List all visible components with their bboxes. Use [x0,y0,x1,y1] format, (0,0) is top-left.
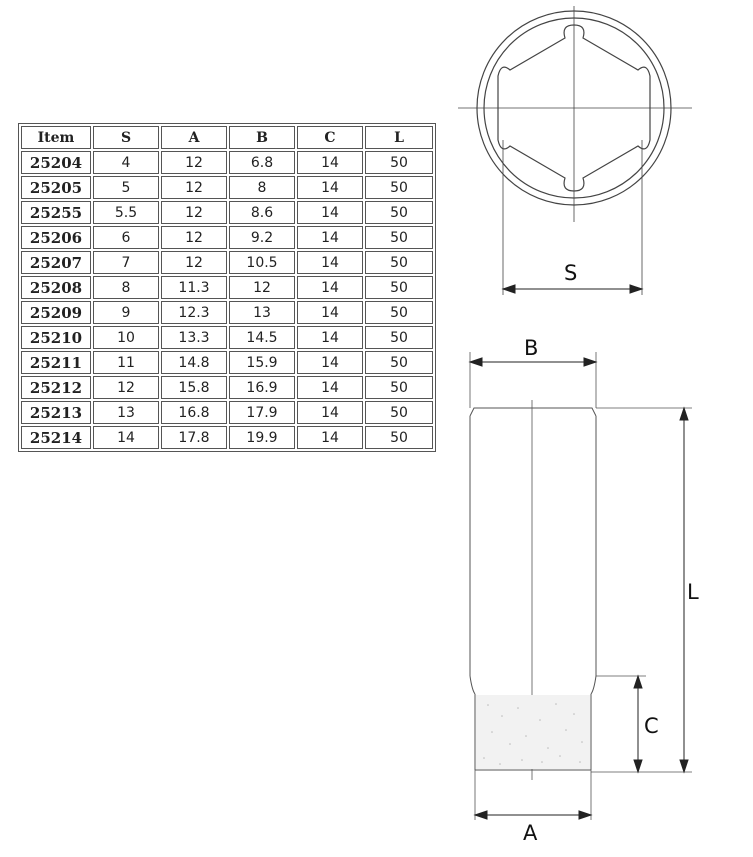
dimension-cell: 11.3 [161,276,227,299]
dimension-cell: 14 [297,251,363,274]
table-row [21,151,433,174]
dimension-cell: 14 [297,351,363,374]
dimension-cell: 14 [297,176,363,199]
dimension-cell: 12 [161,226,227,249]
table-header-row [21,126,433,149]
table-row [21,276,433,299]
dimension-cell: 9 [93,301,159,324]
dimension-cell: 8.6 [229,201,295,224]
dimension-cell: 50 [365,426,433,449]
dimension-cell: 8 [229,176,295,199]
table-row [21,176,433,199]
dimension-cell: 50 [365,301,433,324]
dimension-cell: 10.5 [229,251,295,274]
dimension-cell: 16.8 [161,401,227,424]
dimension-cell: 16.9 [229,376,295,399]
header-a: A [161,126,227,149]
item-number-cell: 25209 [21,301,91,324]
dimension-cell: 4 [93,151,159,174]
dimension-cell: 6 [93,226,159,249]
dimension-cell: 14 [297,426,363,449]
dimension-cell: 14 [297,301,363,324]
knurled-drive-end [476,695,590,769]
dimension-cell: 17.9 [229,401,295,424]
dimension-cell: 12 [161,201,227,224]
dimension-cell: 11 [93,351,159,374]
s-dimension [503,285,642,293]
spec-table [18,123,436,452]
dimension-cell: 50 [365,201,433,224]
a-dimension-label: A [523,821,538,845]
item-number-cell: 25255 [21,201,91,224]
table-row [21,401,433,424]
dimension-cell: 15.8 [161,376,227,399]
dimension-cell: 5.5 [93,201,159,224]
dimension-cell: 12 [161,176,227,199]
item-number-cell: 25208 [21,276,91,299]
header-c: C [297,126,363,149]
dimension-cell: 50 [365,276,433,299]
dimension-cell: 14 [297,326,363,349]
table-row [21,201,433,224]
dimension-cell: 13.3 [161,326,227,349]
dimension-cell: 50 [365,176,433,199]
dimension-cell: 17.8 [161,426,227,449]
table-row [21,226,433,249]
dimension-cell: 14.5 [229,326,295,349]
table-row [21,376,433,399]
dimension-cell: 13 [229,301,295,324]
table-body [21,151,433,449]
dimension-cell: 14 [297,276,363,299]
dimension-cell: 12 [161,251,227,274]
dimension-cell: 12 [93,376,159,399]
l-dimension-label: L [687,580,699,604]
table-row [21,426,433,449]
item-number-cell: 25205 [21,176,91,199]
header-l: L [365,126,433,149]
dimension-cell: 50 [365,226,433,249]
dimension-cell: 8 [93,276,159,299]
dimension-cell: 50 [365,351,433,374]
table-row [21,251,433,274]
dimension-cell: 14 [297,151,363,174]
dimension-cell: 10 [93,326,159,349]
dimension-cell: 6.8 [229,151,295,174]
table-row [21,351,433,374]
item-number-cell: 25207 [21,251,91,274]
dimension-cell: 50 [365,251,433,274]
header-item: Item [21,126,91,149]
item-number-cell: 25211 [21,351,91,374]
header-s: S [93,126,159,149]
dimension-cell: 9.2 [229,226,295,249]
dimension-cell: 14 [297,401,363,424]
dimension-cell: 7 [93,251,159,274]
table-row [21,326,433,349]
end-view [458,6,692,295]
dimension-cell: 14 [297,376,363,399]
item-number-cell: 25206 [21,226,91,249]
b-dimension-label: B [524,336,539,360]
dimension-cell: 14 [93,426,159,449]
item-number-cell: 25214 [21,426,91,449]
dimension-cell: 50 [365,401,433,424]
dimension-cell: 12 [229,276,295,299]
dimension-cell: 15.9 [229,351,295,374]
dimension-cell: 14.8 [161,351,227,374]
dimension-cell: 13 [93,401,159,424]
dimension-cell: 50 [365,151,433,174]
dimension-cell: 14 [297,226,363,249]
dimension-cell: 50 [365,326,433,349]
a-dimension [475,811,591,819]
c-dimension [634,676,642,772]
dimension-cell: 19.9 [229,426,295,449]
dimension-cell: 12.3 [161,301,227,324]
item-number-cell: 25212 [21,376,91,399]
dimension-cell: 12 [161,151,227,174]
header-b: B [229,126,295,149]
item-number-cell: 25210 [21,326,91,349]
table-row [21,301,433,324]
s-dimension-label: S [564,261,578,285]
dimension-cell: 50 [365,376,433,399]
dimension-cell: 14 [297,201,363,224]
socket-technical-drawing [430,0,753,857]
item-number-cell: 25213 [21,401,91,424]
item-number-cell: 25204 [21,151,91,174]
dimension-cell: 5 [93,176,159,199]
c-dimension-label: C [644,714,659,738]
